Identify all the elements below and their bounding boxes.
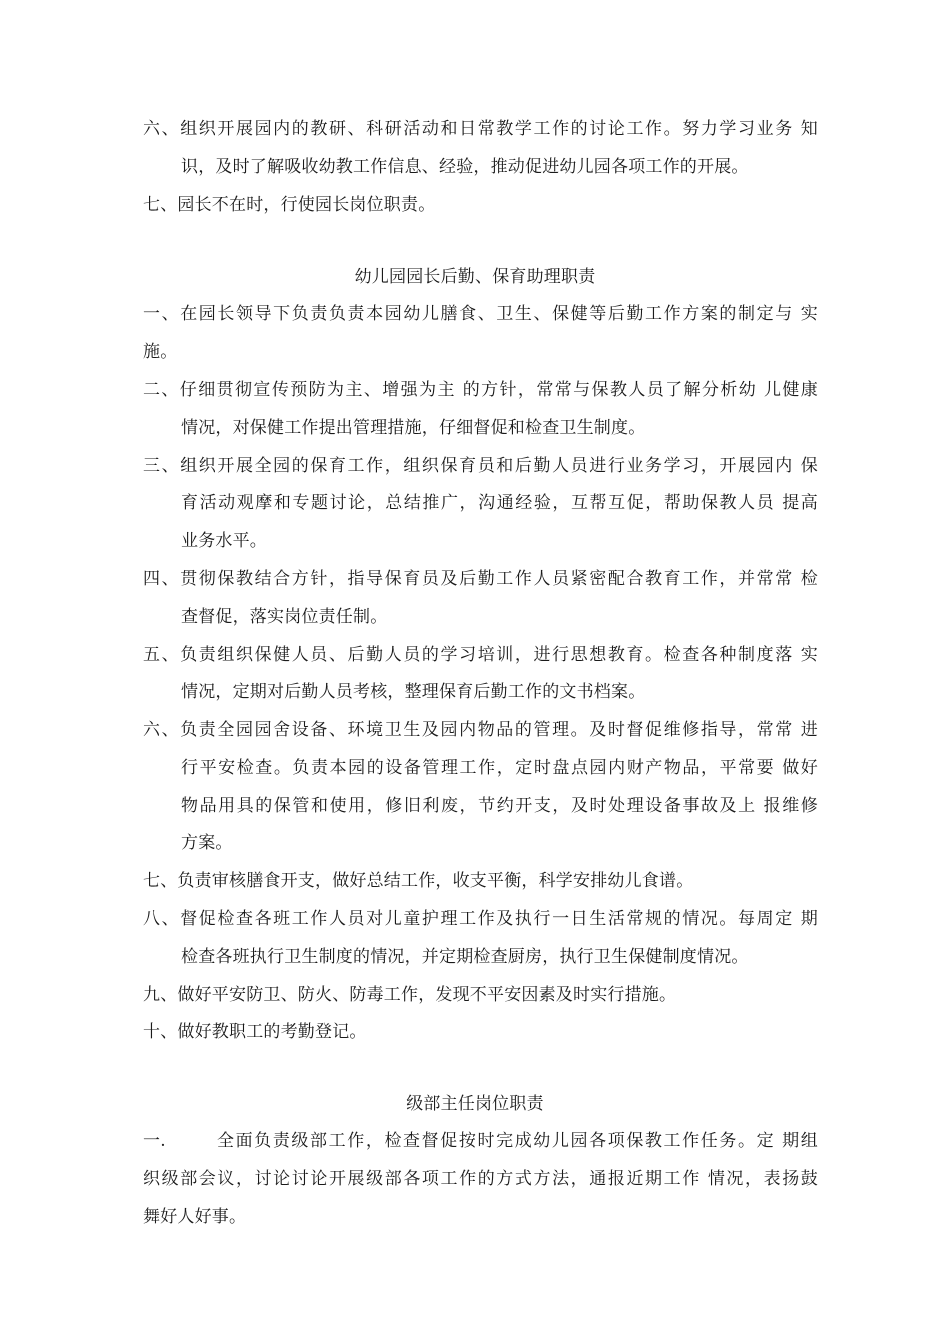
sb-item1-line2: 施。: [143, 342, 178, 362]
sb-item6-line2: 行平安检查。负责本园的设备管理工作，定时盘点园内财产物品，平常要 做好: [181, 758, 818, 778]
sb-item3-line2: 育活动观摩和专题讨论，总结推广，沟通经验，互帮互促，帮助保教人员 提高: [181, 493, 818, 513]
sa-item6-line2: 识，及时了解吸收幼教工作信息、经验，推动促进幼儿园各项工作的开展。: [181, 157, 749, 177]
sc-item1-line2: 织级部会议，讨论讨论开展级部各项工作的方式方法，通报近期工作 情况，表扬鼓: [143, 1169, 818, 1189]
sb-item5-line1: 五、负责组织保健人员、后勤人员的学习培训，进行思想教育。检查各种制度落 实: [143, 645, 818, 665]
sb-item10-line1: 十、做好教职工的考勤登记。: [143, 1022, 367, 1042]
sb-item8-line2: 检查各班执行卫生制度的情况，并定期检查厨房，执行卫生保健制度情况。: [181, 947, 749, 967]
sc-item1-number: 一.: [143, 1131, 166, 1151]
sb-item1-line1: 一、在园长领导下负责负责本园幼儿膳食、卫生、保健等后勤工作方案的制定与 实: [143, 304, 818, 324]
sb-item4-line1: 四、贯彻保教结合方针，指导保育员及后勤工作人员紧密配合教育工作，并常常 检: [143, 569, 818, 589]
sb-item2-line1: 二、仔细贯彻宣传预防为主、增强为主 的方针，常常与保教人员了解分析幼 儿健康: [143, 380, 818, 400]
sa-item6-line1: 六、组织开展园内的教研、科研活动和日常教学工作的讨论工作。努力学习业务 知: [143, 119, 818, 139]
sb-item3-line1: 三、组织开展全园的保育工作，组织保育员和后勤人员进行业务学习，开展园内 保: [143, 456, 818, 476]
sb-item6-line3: 物品用具的保管和使用，修旧利废，节约开支，及时处理设备事故及上 报维修: [181, 796, 818, 816]
sc-item1-line3: 舞好人好事。: [143, 1207, 247, 1227]
sb-item2-line2: 情况，对保健工作提出管理措施，仔细督促和检查卫生制度。: [181, 418, 646, 438]
sb-item6-line1: 六、负责全园园舍设备、环境卫生及园内物品的管理。及时督促维修指导，常常 进: [143, 720, 818, 740]
sb-item7-line1: 七、负责审核膳食开支，做好总结工作，收支平衡，科学安排幼儿食谱。: [143, 871, 694, 891]
sb-item3-line3: 业务水平。: [181, 531, 267, 551]
sc-item1-line1: 全面负责级部工作，检查督促按时完成幼儿园各项保教工作任务。定 期组: [217, 1131, 818, 1151]
sb-item8-line1: 八、督促检查各班工作人员对儿童护理工作及执行一日生活常规的情况。每周定 期: [143, 909, 818, 929]
section-title-grade-head: 级部主任岗位职责: [406, 1094, 544, 1114]
sb-item6-line4: 方案。: [181, 833, 233, 853]
sb-item4-line2: 查督促，落实岗位责任制。: [181, 607, 388, 627]
sb-item9-line1: 九、做好平安防卫、防火、防毒工作，发现不平安因素及时实行措施。: [143, 985, 677, 1005]
sa-item7-line1: 七、园长不在时，行使园长岗位职责。: [143, 195, 436, 215]
sb-item5-line2: 情况，定期对后勤人员考核，整理保育后勤工作的文书档案。: [181, 682, 646, 702]
section-title-logistics: 幼儿园园长后勤、保育助理职责: [354, 267, 596, 287]
